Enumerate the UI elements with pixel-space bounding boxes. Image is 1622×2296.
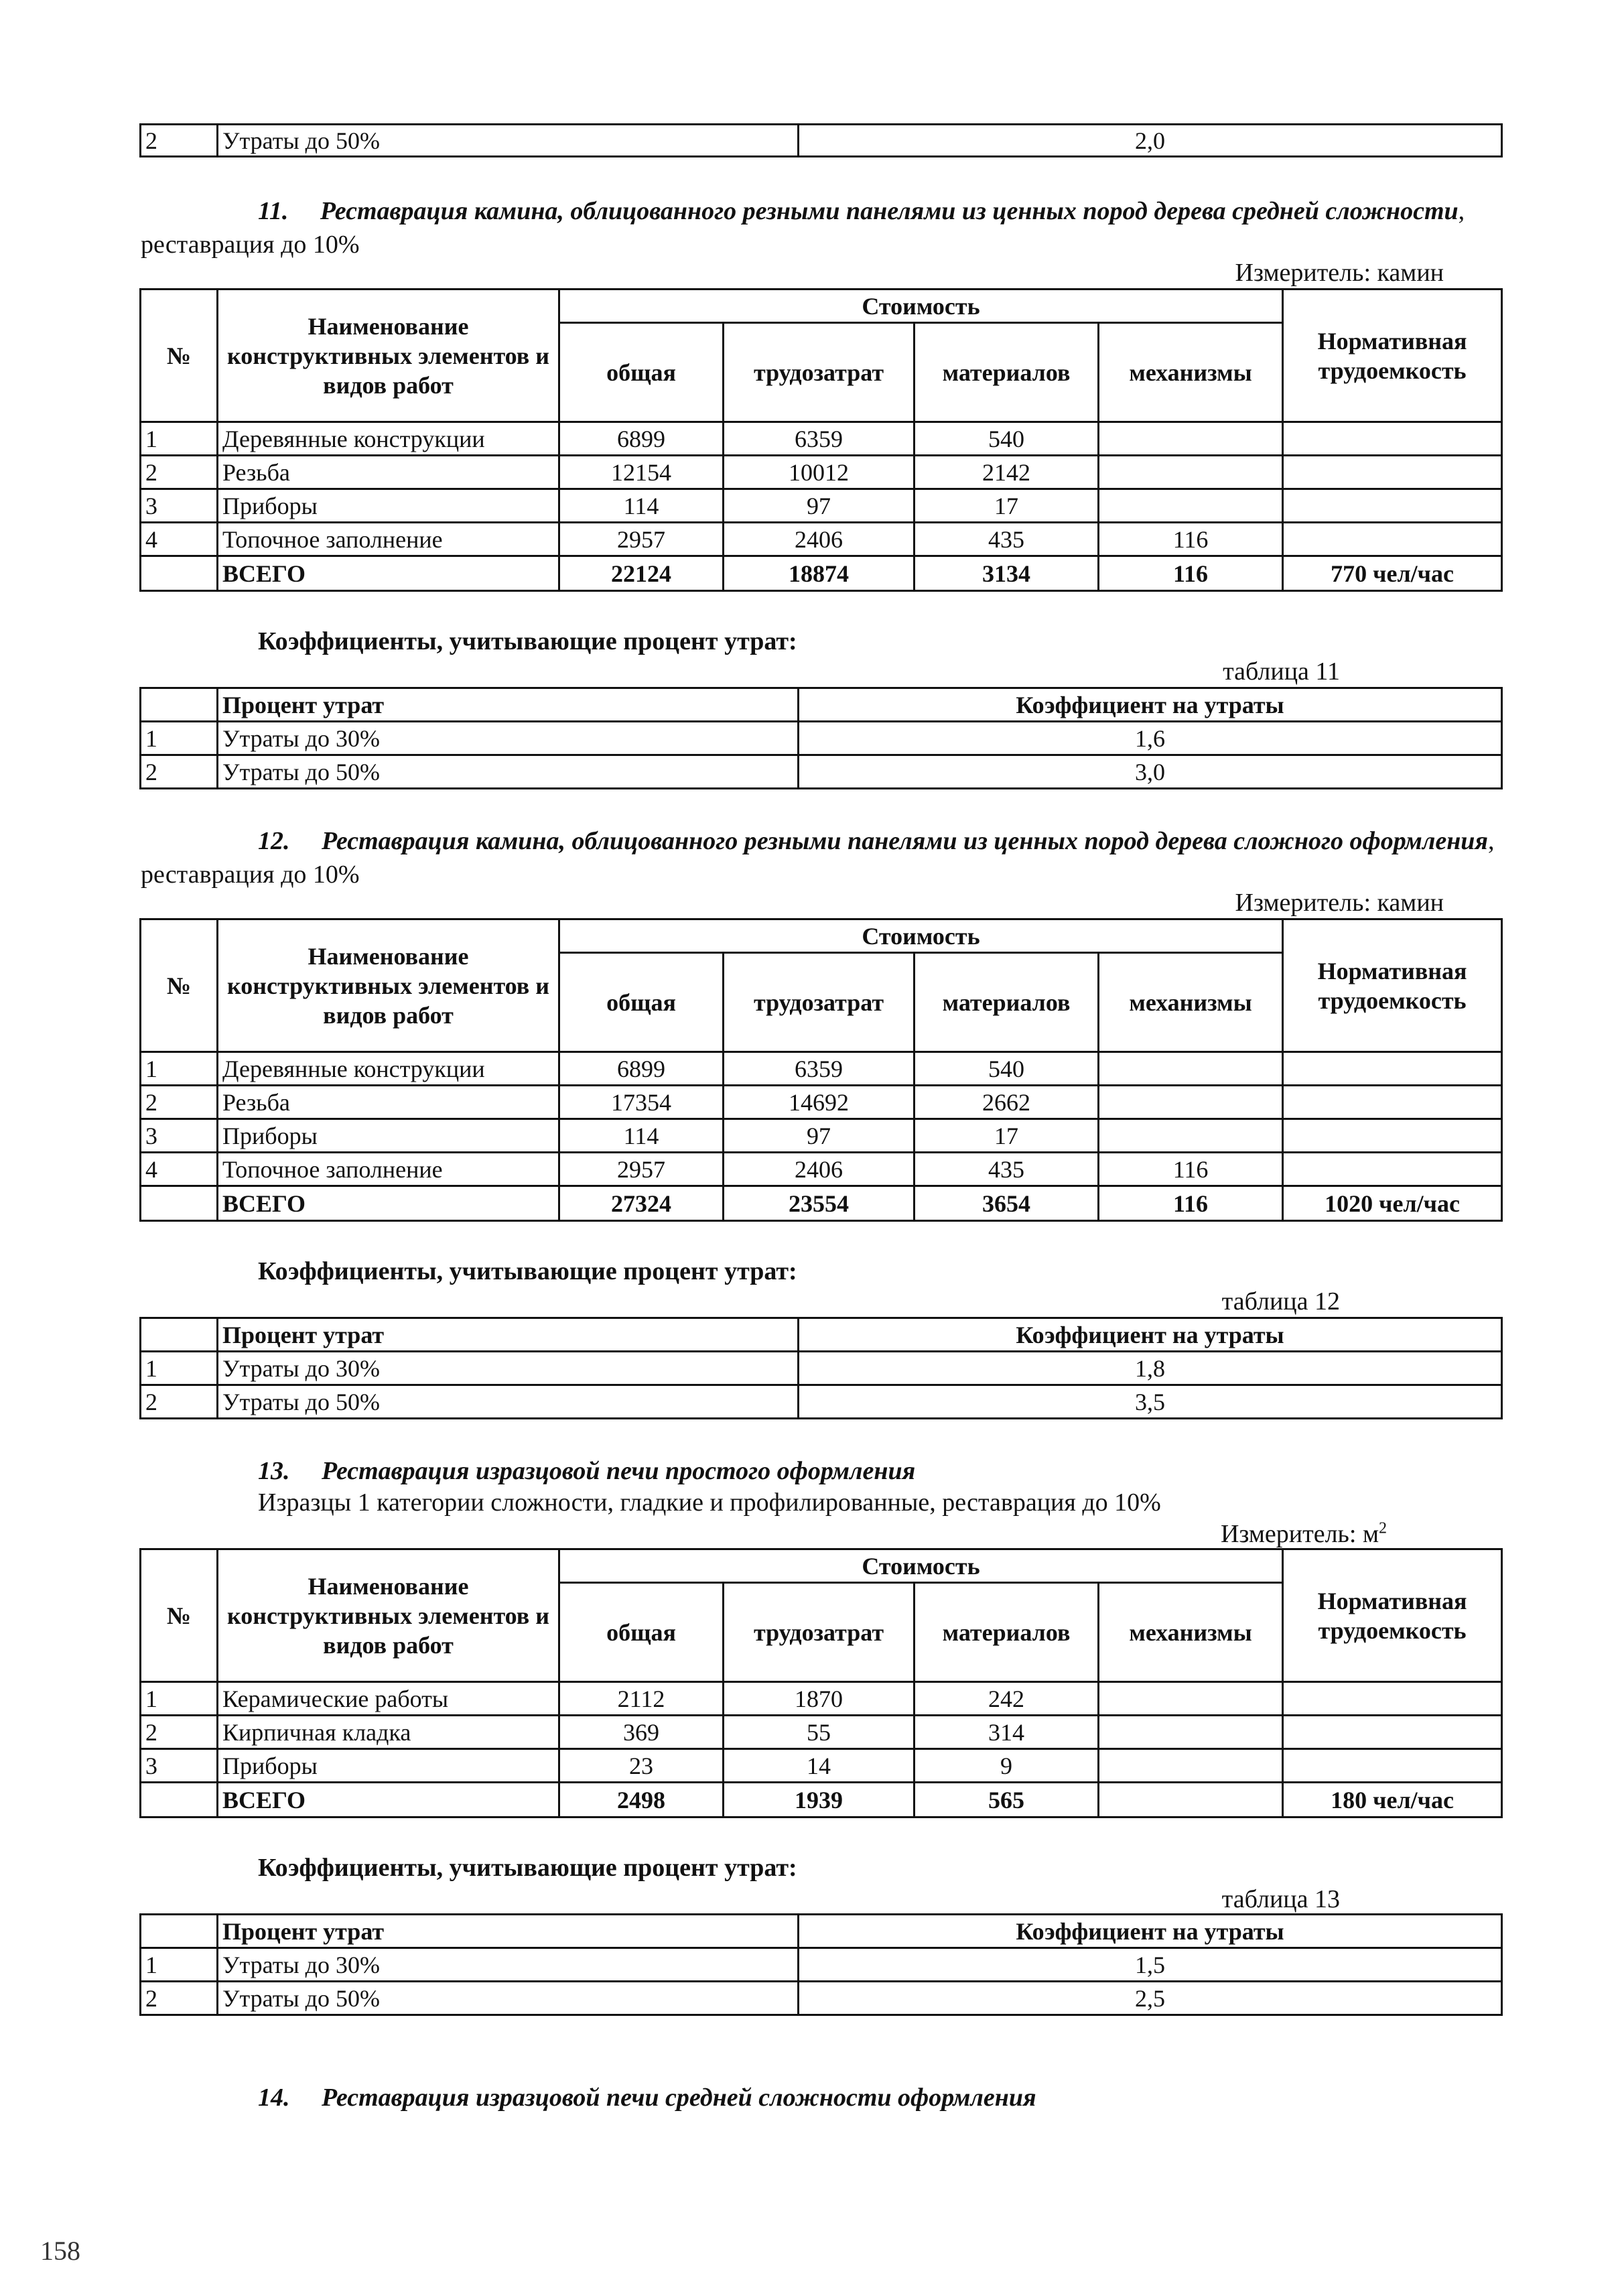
sum-norm: 1020 чел/час [1283,1186,1502,1221]
row-name: Топочное заполнение [218,523,559,556]
top-row-label: Утраты до 50% [218,125,799,157]
col-total-header: общая [559,953,724,1052]
coef-col-coef-header: Коэффициент на утраты [799,1318,1502,1352]
row-mech [1099,456,1283,489]
section-12-title [141,824,1514,891]
row-norm [1283,523,1502,556]
section-12-coef-table [139,1317,1503,1419]
col-labor-header: трудозатрат [724,953,915,1052]
row-mech [1099,1749,1283,1783]
table-row [141,722,1502,755]
col-name-header: Наименование конструктивных элементов и видов работ [218,919,559,1052]
coef-value: 1,6 [799,722,1502,755]
sum-materials: 3654 [915,1186,1099,1221]
row-name: Приборы [218,489,559,523]
row-num: 2 [141,1716,218,1749]
top-row-table [139,123,1503,157]
section-number: 14. [258,2084,290,2112]
coef-num: 2 [141,755,218,789]
section-13-title [141,1454,1514,1488]
row-norm [1283,1749,1502,1783]
row-labor: 6359 [724,422,915,456]
row-norm [1283,1086,1502,1119]
row-num: 1 [141,1052,218,1086]
table-row [141,523,1502,556]
row-labor: 6359 [724,1052,915,1086]
coef-num: 1 [141,1352,218,1385]
sum-labor: 1939 [724,1783,915,1817]
row-materials: 540 [915,422,1099,456]
col-name-header: Наименование конструктивных элементов и видов работ [218,290,559,422]
col-mech-header: механизмы [1099,953,1283,1052]
coef-value: 1,8 [799,1352,1502,1385]
row-labor: 14 [724,1749,915,1783]
table-row [141,755,1502,789]
row-total: 2112 [559,1682,724,1716]
total-label: ВСЕГО [218,1783,559,1817]
row-name: Деревянные конструкции [218,422,559,456]
row-name: Приборы [218,1749,559,1783]
row-norm [1283,489,1502,523]
row-materials: 17 [915,1119,1099,1153]
col-mech-header: механизмы [1099,323,1283,422]
row-labor: 10012 [724,456,915,489]
col-norm-header: Нормативная трудоемкость [1283,290,1502,422]
section-number: 11. [258,197,289,225]
row-num: 4 [141,1153,218,1186]
row-norm [1283,1119,1502,1153]
row-total: 23 [559,1749,724,1783]
sum-total: 27324 [559,1186,724,1221]
total-row [141,556,1502,591]
row-labor: 14692 [724,1086,915,1119]
sum-materials: 3134 [915,556,1099,591]
row-mech [1099,1682,1283,1716]
section-title-italic: Реставрация камина, облицованного резными панелями из ценных пород дерева средней сложности [320,197,1459,225]
coef-value: 2,5 [799,1982,1502,2015]
sum-total: 22124 [559,556,724,591]
section-12-coef-heading: Коэффициенты, учитывающие процент утрат: [258,1257,797,1285]
section-12-table-label: таблица 12 [1221,1287,1340,1316]
table-row [141,422,1502,456]
row-materials: 314 [915,1716,1099,1749]
col-materials-header: материалов [915,323,1099,422]
col-labor-header: трудозатрат [724,323,915,422]
row-norm [1283,456,1502,489]
row-num: 3 [141,1749,218,1783]
row-num: 1 [141,1682,218,1716]
col-total-header: общая [559,1583,724,1682]
section-number: 12. [258,827,290,855]
row-materials: 540 [915,1052,1099,1086]
row-num: 2 [141,456,218,489]
row-name: Приборы [218,1119,559,1153]
coef-label: Утраты до 50% [218,1982,799,2015]
coef-num: 2 [141,1385,218,1419]
sum-mech: 116 [1099,556,1283,591]
coef-value: 3,5 [799,1385,1502,1419]
row-mech [1099,1086,1283,1119]
table-row [141,1086,1502,1119]
table-row [141,456,1502,489]
total-label: ВСЕГО [218,556,559,591]
row-total: 17354 [559,1086,724,1119]
section-11-table-label: таблица 11 [1223,657,1340,686]
sum-labor: 18874 [724,556,915,591]
section-title-rest: , реставрация до 10% [141,827,1495,889]
row-labor: 97 [724,1119,915,1153]
row-name: Деревянные конструкции [218,1052,559,1086]
table-row [141,1119,1502,1153]
sum-materials: 565 [915,1783,1099,1817]
col-materials-header: материалов [915,1583,1099,1682]
col-total-header: общая [559,323,724,422]
section-11-unit: Измеритель: камин [1235,259,1444,287]
col-norm-header: Нормативная трудоемкость [1283,919,1502,1052]
row-materials: 242 [915,1682,1099,1716]
col-cost-header: Стоимость [559,290,1283,323]
coef-num: 2 [141,1982,218,2015]
section-13-coef-heading: Коэффициенты, учитывающие процент утрат: [258,1854,797,1882]
coef-num: 1 [141,1948,218,1982]
sum-labor: 23554 [724,1186,915,1221]
row-mech [1099,1119,1283,1153]
row-mech [1099,489,1283,523]
row-num: 2 [141,1086,218,1119]
row-labor: 2406 [724,523,915,556]
page-number: 158 [40,2236,80,2266]
row-total: 6899 [559,422,724,456]
unit-text: Измеритель: м [1220,1520,1379,1548]
col-num-header: № [141,290,218,422]
section-11-cost-table [139,288,1503,592]
section-13-coef-table [139,1913,1503,2016]
table-row [141,1153,1502,1186]
section-11-coef-heading: Коэффициенты, учитывающие процент утрат: [258,627,797,655]
row-total: 2957 [559,523,724,556]
section-title-italic: Реставрация изразцовой печи средней сложности оформления [322,2084,1036,2112]
top-row-value: 2,0 [799,125,1502,157]
col-cost-header: Стоимость [559,1549,1283,1583]
coef-col-coef-header: Коэффициент на утраты [799,1915,1502,1948]
row-labor: 97 [724,489,915,523]
table-row [141,1716,1502,1749]
coef-col-pct-header: Процент утрат [218,1318,799,1352]
row-total: 114 [559,1119,724,1153]
col-cost-header: Стоимость [559,919,1283,953]
sum-mech: 116 [1099,1186,1283,1221]
col-norm-header: Нормативная трудоемкость [1283,1549,1502,1682]
row-mech [1099,1716,1283,1749]
table-row [141,1982,1502,2015]
coef-label: Утраты до 30% [218,722,799,755]
col-materials-header: материалов [915,953,1099,1052]
col-labor-header: трудозатрат [724,1583,915,1682]
row-name: Резьба [218,1086,559,1119]
coef-label: Утраты до 30% [218,1948,799,1982]
row-mech [1099,422,1283,456]
row-total: 6899 [559,1052,724,1086]
coef-col-pct-header: Процент утрат [218,688,799,722]
table-row [141,1385,1502,1419]
row-norm [1283,1716,1502,1749]
section-14-title [141,2081,1514,2114]
section-12-unit: Измеритель: камин [1235,889,1444,917]
row-total: 12154 [559,456,724,489]
unit-superscript: 2 [1379,1519,1387,1537]
col-num-header: № [141,919,218,1052]
row-materials: 9 [915,1749,1099,1783]
row-labor: 2406 [724,1153,915,1186]
sum-norm: 180 чел/час [1283,1783,1502,1817]
row-num: 1 [141,422,218,456]
row-materials: 2662 [915,1086,1099,1119]
row-materials: 2142 [915,456,1099,489]
row-name: Керамические работы [218,1682,559,1716]
row-materials: 435 [915,523,1099,556]
coef-value: 3,0 [799,755,1502,789]
row-labor: 1870 [724,1682,915,1716]
section-12-cost-table [139,918,1503,1222]
coef-col-coef-header: Коэффициент на утраты [799,688,1502,722]
col-num-header: № [141,1549,218,1682]
total-label: ВСЕГО [218,1186,559,1221]
table-row [141,1682,1502,1716]
coef-label: Утраты до 50% [218,755,799,789]
row-norm [1283,1682,1502,1716]
section-title-rest: , реставрация до 10% [141,197,1465,259]
row-mech [1099,1052,1283,1086]
section-number: 13. [258,1457,290,1485]
row-labor: 55 [724,1716,915,1749]
total-row [141,1186,1502,1221]
sum-mech [1099,1783,1283,1817]
coef-num: 1 [141,722,218,755]
coef-col-pct-header: Процент утрат [218,1915,799,1948]
row-name: Топочное заполнение [218,1153,559,1186]
section-11-title [141,194,1514,261]
row-total: 114 [559,489,724,523]
row-mech: 116 [1099,523,1283,556]
row-norm [1283,1153,1502,1186]
row-norm [1283,422,1502,456]
table-row [141,1052,1502,1086]
total-row [141,1783,1502,1817]
section-13-cost-table [139,1548,1503,1818]
row-num: 3 [141,1119,218,1153]
row-total: 2957 [559,1153,724,1186]
row-num: 3 [141,489,218,523]
row-name: Кирпичная кладка [218,1716,559,1749]
row-num: 4 [141,523,218,556]
sum-total: 2498 [559,1783,724,1817]
row-materials: 435 [915,1153,1099,1186]
section-11-coef-table [139,687,1503,789]
row-total: 369 [559,1716,724,1749]
section-13-unit [1072,1519,1387,1549]
coef-label: Утраты до 30% [218,1352,799,1385]
table-row [141,1352,1502,1385]
sum-norm: 770 чел/час [1283,556,1502,591]
top-row-num: 2 [141,125,218,157]
row-name: Резьба [218,456,559,489]
section-title-italic: Реставрация камина, облицованного резными панелями из ценных пород дерева сложного оформления [322,827,1489,855]
col-name-header: Наименование конструктивных элементов и видов работ [218,1549,559,1682]
row-materials: 17 [915,489,1099,523]
coef-label: Утраты до 50% [218,1385,799,1419]
table-row [141,489,1502,523]
row-norm [1283,1052,1502,1086]
coef-value: 1,5 [799,1948,1502,1982]
table-row [141,1749,1502,1783]
col-mech-header: механизмы [1099,1583,1283,1682]
section-title-italic: Реставрация изразцовой печи простого оформления [322,1457,916,1485]
row-mech: 116 [1099,1153,1283,1186]
section-13-subtitle: Изразцы 1 категории сложности, гладкие и профилированные, реставрация до 10% [258,1488,1161,1517]
section-13-table-label: таблица 13 [1221,1885,1340,1913]
table-row [141,1948,1502,1982]
